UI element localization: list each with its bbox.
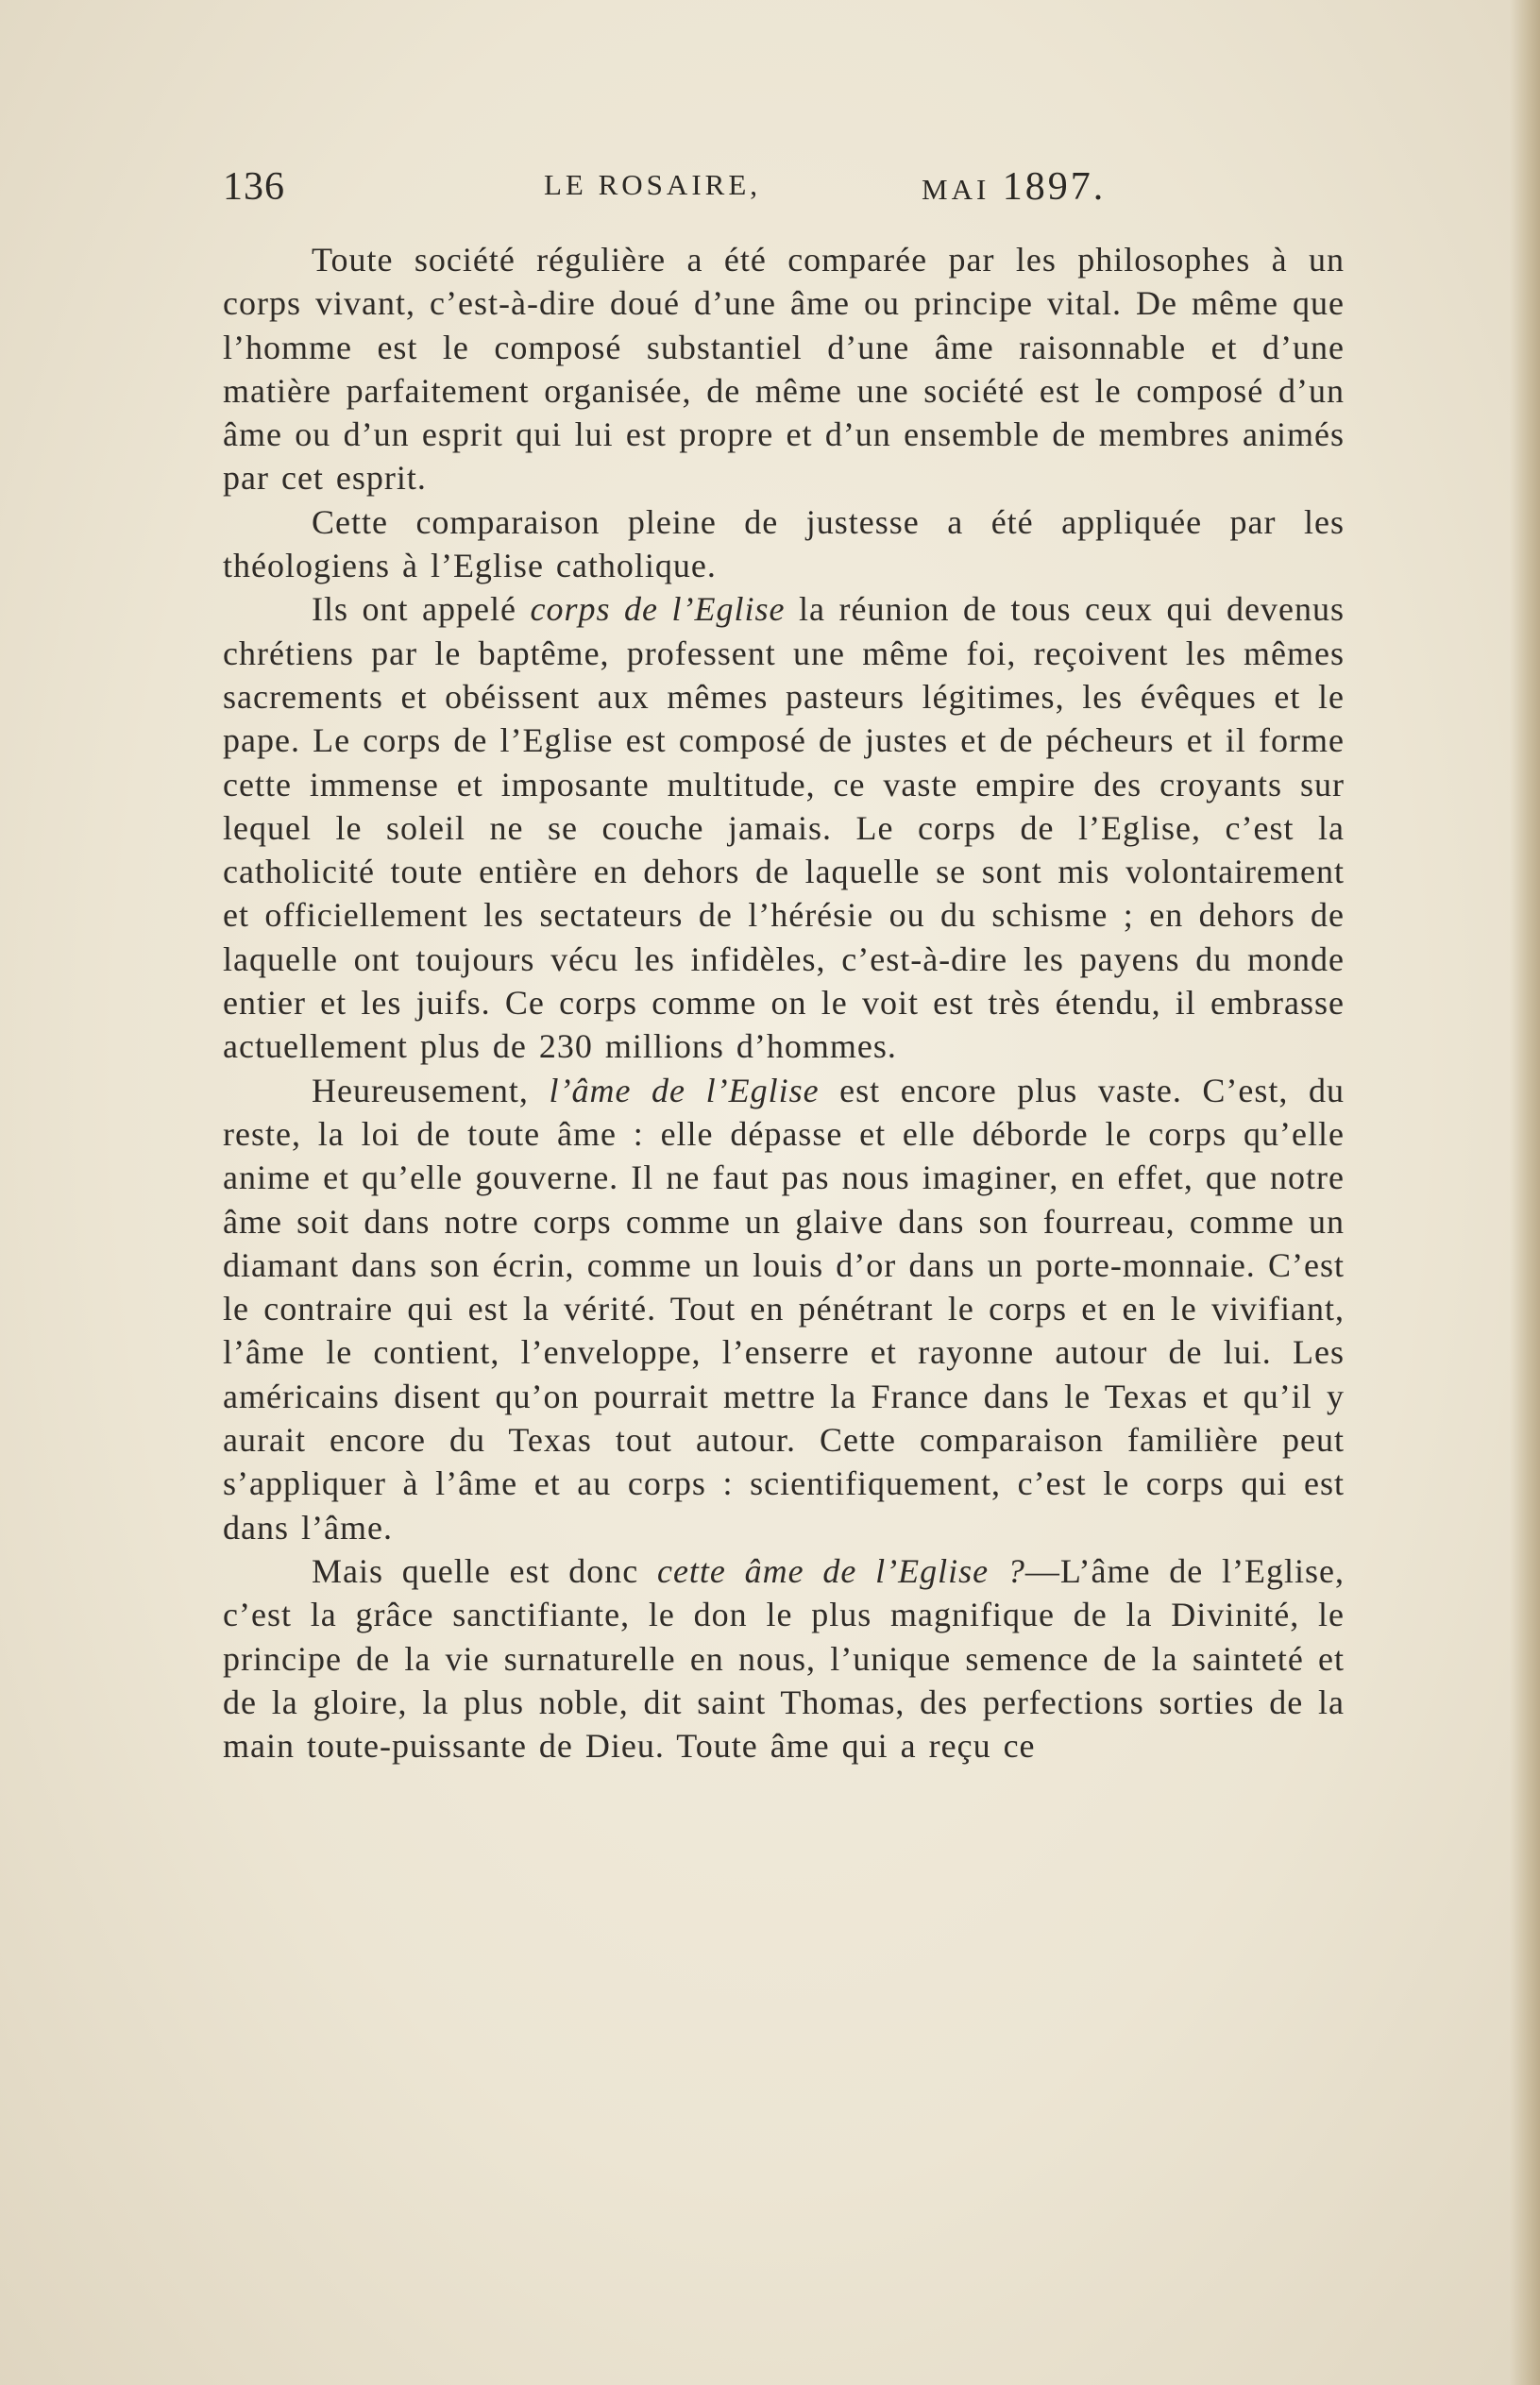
running-year: 1897. — [1002, 165, 1107, 209]
italic-term: cette âme de l’Eglise ? — [656, 1551, 1025, 1590]
text-run: Toute société régulière a été comparée par les philosophes à un corps vivant, c’est-à-dire doué d’une âme ou principe vital. De même que l’homme est le composé substantiel d’une âme raisonnable et d’une matière parfaitement organisée, de même une société est le composé d’un âme ou d’un esprit qui lui est propre et d’un ensemble de membres animés par cet esprit. — [223, 241, 1345, 498]
paragraph — [223, 1069, 1345, 1549]
running-date — [922, 164, 1106, 210]
paragraph — [223, 238, 1345, 500]
text-run: est encore plus vaste. C’est, du reste, la loi de toute âme : elle dépasse et elle déborde le corps qu’elle anime et qu’elle gouverne. Il ne faut pas nous imaginer, en effet, que notre âme soit dans notre corps comme un glaive dans son fourreau, comme un diamant dans son écrin, comme un louis d’or dans un porte-monnaie. C’est le contraire qui est la vérité. Tout en pénétrant le corps et en le vivifiant, l’âme le contient, l’enveloppe, l’enserre et rayonne autour de lui. Les américains disent qu’on pourrait mettre la France dans le Texas et qu’il y aurait encore du Texas tout autour. Cette comparaison familière peut s’appliquer à l’âme et au corps : scientifiquement, c’est le corps qui est dans l’âme. — [223, 1071, 1345, 1547]
text-run: Ils ont appelé — [312, 590, 531, 629]
italic-term: corps de l’Eglise — [530, 590, 786, 629]
paragraph — [223, 587, 1345, 1068]
paragraph — [223, 1549, 1345, 1768]
body-text — [223, 238, 1345, 1768]
running-title: LE ROSAIRE, — [544, 168, 761, 201]
text-run: Heureusement, — [312, 1071, 550, 1109]
text-run: la réunion de tous ceux qui devenus chrétiens par le baptême, professent une même foi, reçoivent les mêmes sacrements et obéissent aux mêmes pasteurs légitimes, les évêques et le pape. Le corps de l’Eglise est composé de justes et de pécheurs et il forme cette immense et imposante multitude, ce vaste empire des croyants sur lequel le soleil ne se couche jamais. Le corps de l’Eglise, c’est la catholicité toute entière en dehors de laquelle se sont mis volontairement et officiellement les sectateurs de l’hérésie ou du schisme ; en dehors de laquelle ont toujours vécu les infidèles, c’est-à-dire les payens du monde entier et les juifs. Ce corps comme on le voit est très étendu, il embrasse actuellement plus de 230 millions d’hommes. — [223, 590, 1345, 1066]
running-header — [223, 164, 1345, 221]
running-month: MAI — [922, 173, 990, 206]
page-edge-shadow — [1510, 0, 1540, 2385]
text-run: —L’âme de l’Eglise, c’est la grâce sanctifiante, le don le plus magnifique de la Divinité, le principe de la vie surnaturelle en nous, l’unique semence de la sainteté et de la gloire, la plus noble, dit saint Thomas, des perfections sorties de la main toute-puissante de Dieu. Toute âme qui a reçu ce — [223, 1551, 1345, 1766]
text-run: Mais quelle est donc — [312, 1551, 657, 1590]
text-run: Cette comparaison pleine de justesse a été appliquée par les théologiens à l’Eglise catholique. — [223, 502, 1345, 585]
paragraph — [223, 500, 1345, 588]
italic-term: l’âme de l’Eglise — [549, 1071, 820, 1109]
page-number: 136 — [223, 165, 285, 209]
